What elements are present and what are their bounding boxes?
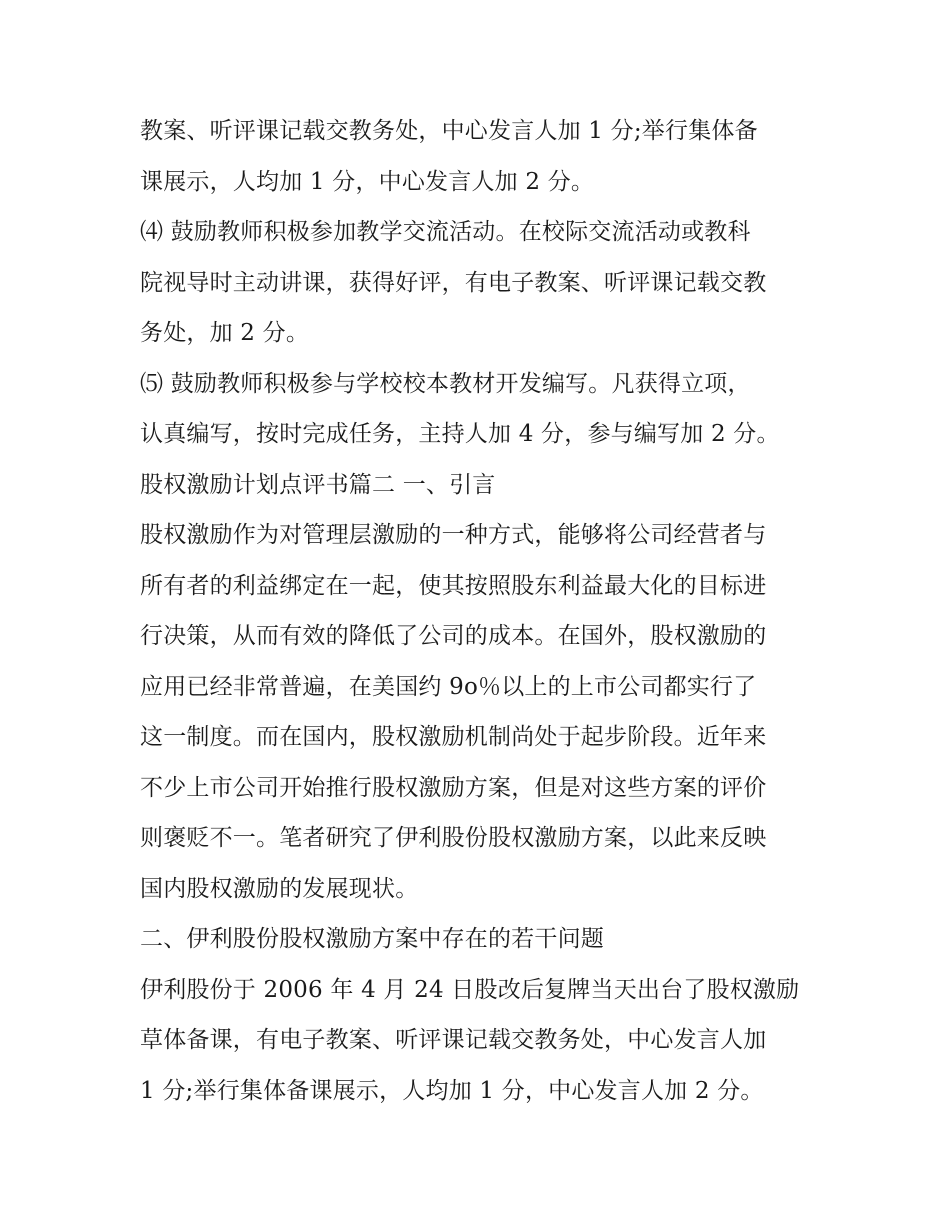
- text-line: 课展示，人均加 1 分，中心发言人加 2 分。: [140, 168, 595, 195]
- text-line: 则褒贬不一。笔者研究了伊利股份股权激励方案，以此来反映: [140, 825, 767, 851]
- document-body: [140, 106, 840, 1116]
- text-line: 务处，加 2 分。: [140, 320, 310, 346]
- text-line: 认真编写，按时完成任务，主持人加 4 分，参与编写加 2 分。: [140, 421, 780, 447]
- text-line: 院视导时主动讲课，获得好评，有电子教案、听评课记载交教: [140, 269, 767, 296]
- text-line: ⑷ 鼓励教师积极参加教学交流活动。在校际交流活动或教科: [140, 219, 751, 245]
- text-line: ⑸ 鼓励教师积极参与学校校本教材开发编写。凡获得立项，: [140, 370, 751, 397]
- text-line: 这一制度。而在国内，股权激励机制尚处于起步阶段。近年来: [140, 724, 767, 750]
- text-line: 不少上市公司开始推行股权激励方案，但是对这些方案的评价: [140, 774, 767, 801]
- text-line: 国内股权激励的发展现状。: [140, 875, 419, 902]
- text-line: 草体备课，有电子教案、听评课记载交教务处，中心发言人加: [140, 1027, 767, 1053]
- text-line: 行决策，从而有效的降低了公司的成本。在国外，股权激励的: [140, 623, 767, 649]
- text-line: 1 分;举行集体备课展示，人均加 1 分，中心发言人加 2 分。: [140, 1077, 764, 1104]
- section-heading: 二、伊利股份股权激励方案中存在的若干问题: [140, 926, 604, 952]
- text-line: 教案、听评课记载交教务处，中心发言人加 1 分;举行集体备: [140, 118, 758, 144]
- section-heading: 股权激励计划点评书篇二 一、引言: [140, 471, 496, 498]
- text-line: 伊利股份于 2006 年 4 月 24 日股改后复牌当天出台了股权激励: [140, 976, 800, 1003]
- text-line: 应用已经非常普遍，在美国约 9o％以上的上市公司都实行了: [140, 673, 757, 700]
- text-line: 所有者的利益绑定在一起，使其按照股东利益最大化的目标进: [140, 572, 767, 599]
- text-line: 股权激励作为对管理层激励的一种方式，能够将公司经营者与: [140, 522, 767, 548]
